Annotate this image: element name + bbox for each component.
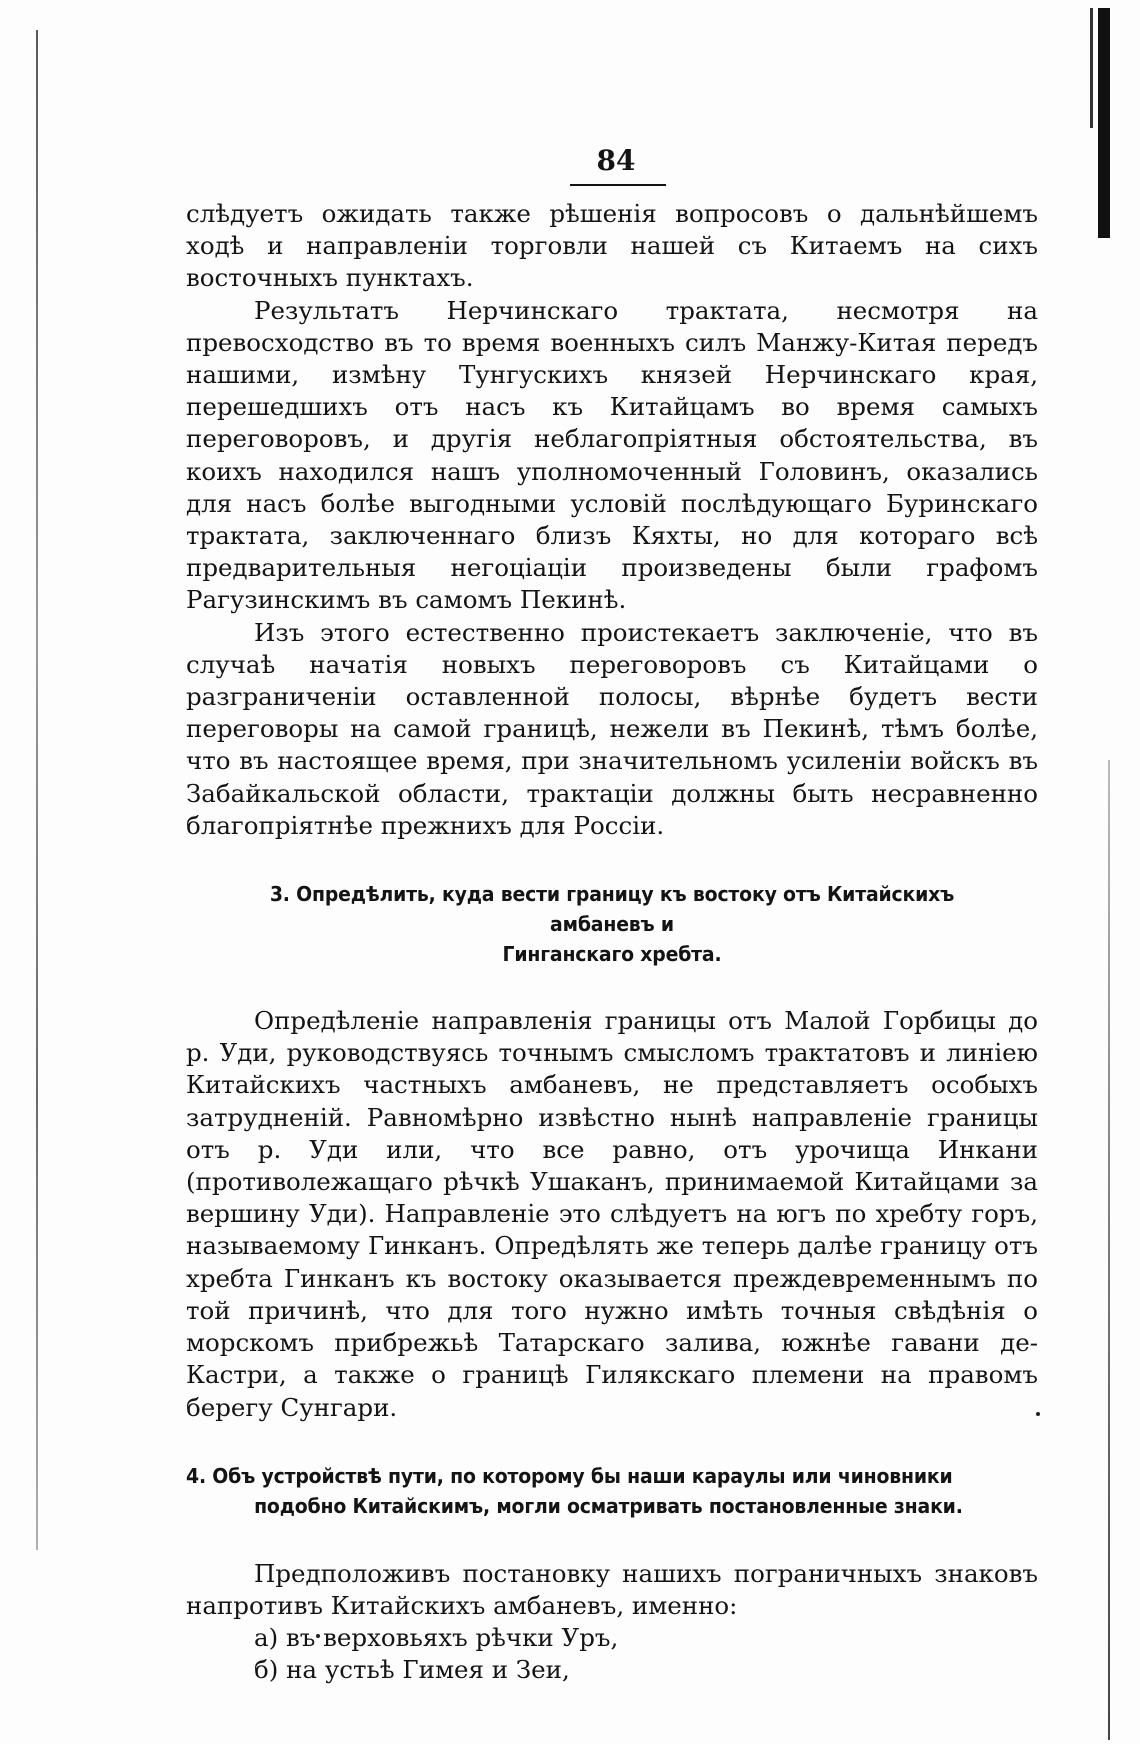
section-4-paragraph: Предположивъ постановку нашихъ пограничныхъ знаковъ напротивъ Китайскихъ амбаневъ, именно: bbox=[186, 1558, 1038, 1620]
section-3-heading bbox=[220, 879, 1004, 969]
paragraph-conclusion: Изъ этого естественно проистекаетъ заключеніе, что въ случаѣ начатія новыхъ переговоровъ съ Китайцами о разграниченіи оставленной полосы, вѣрнѣе будетъ вести переговоры на самой границѣ, нежели въ Пекинѣ, тѣмъ болѣе, что въ настоящее время, при значительномъ усиленіи войскъ въ Забайкальской области, трактаціи должны быть несравненно благопріятнѣе прежнихъ для Россіи. bbox=[186, 617, 1038, 840]
list-item: б) на устьѣ Гимея и Зеи, bbox=[254, 1655, 570, 1685]
scan-edge-right-faint bbox=[1108, 760, 1110, 1740]
section-3-heading-line-2: Гинганскаго хребта. bbox=[502, 942, 722, 967]
section-4-heading bbox=[186, 1461, 970, 1521]
paragraph-nerchinsk: Результатъ Нерчинскаго трактата, несмотря на превосходство въ то время военныхъ силъ Манжу-Китая передъ нашими, измѣну Тунгускихъ князей Нерчинскаго края, перешедшихъ отъ насъ къ Китайцамъ во время самыхъ переговоровъ, и другія неблагопріятныя обстоятельства, въ коихъ находился нашъ уполномоченный Головинъ, оказались для насъ болѣе выгодными условій послѣдующаго Буринскаго трактата, заключеннаго близъ Кяхты, но для котораго всѣ предварительныя негоціаціи произведены были графомъ Рагузинскимъ въ самомъ Пекинѣ. bbox=[186, 295, 1038, 615]
section-4-heading-line-2: подобно Китайскимъ, могли осматривать постановленные знаки. bbox=[254, 1493, 963, 1518]
section-3-paragraph: Опредѣленіе направленія границы отъ Малой Горбицы до р. Уди, руководствуясь точнымъ смысломъ трактатовъ и линіею Китайскихъ частныхъ амбаневъ, не представляетъ особыхъ затрудненій. Равномѣрно извѣстно нынѣ направленіе границы отъ р. Уди или, что все равно, отъ урочища Инкани (противолежащаго рѣчкѣ Ушаканъ, принимаемой Китайцами за вершину Уди). Направленіе это слѣдуетъ на югъ по хребту горъ, называемому Гинканъ. Опредѣлять же теперь далѣе границу отъ хребта Гинканъ къ востоку оказывается преждевременнымъ по той причинѣ, что для того нужно имѣть точныя свѣдѣнія о морскомъ прибрежьѣ Татарскаго залива, южнѣе гавани де-Кастри, а также о границѣ Гилякскаго племени на правомъ берегу Сунгари. bbox=[186, 1006, 1038, 1422]
scan-edge-left bbox=[36, 30, 38, 1550]
body-text bbox=[186, 198, 1038, 1687]
scan-edge-right bbox=[1098, 8, 1110, 238]
section-4-heading-line-1: 4. Объ устройствѣ пути, по которому бы наши караулы или чиновники bbox=[186, 1463, 953, 1488]
list-item: а) въ верховьяхъ рѣчки Уръ, bbox=[254, 1623, 619, 1653]
section-3-heading-line-1: 3. Опредѣлить, куда вести границу къ востоку отъ Китайскихъ амбаневъ и bbox=[269, 882, 955, 937]
paragraph-continuation: слѣдуетъ ожидать также рѣшенія вопросовъ о дальнѣйшемъ ходѣ и направленіи торговли нашей съ Китаемъ на сихъ восточныхъ пунктахъ. bbox=[186, 199, 1038, 293]
page-number-rule bbox=[570, 184, 666, 186]
page-number: 84 bbox=[596, 144, 636, 177]
scan-edge-right-thin bbox=[1090, 8, 1093, 128]
